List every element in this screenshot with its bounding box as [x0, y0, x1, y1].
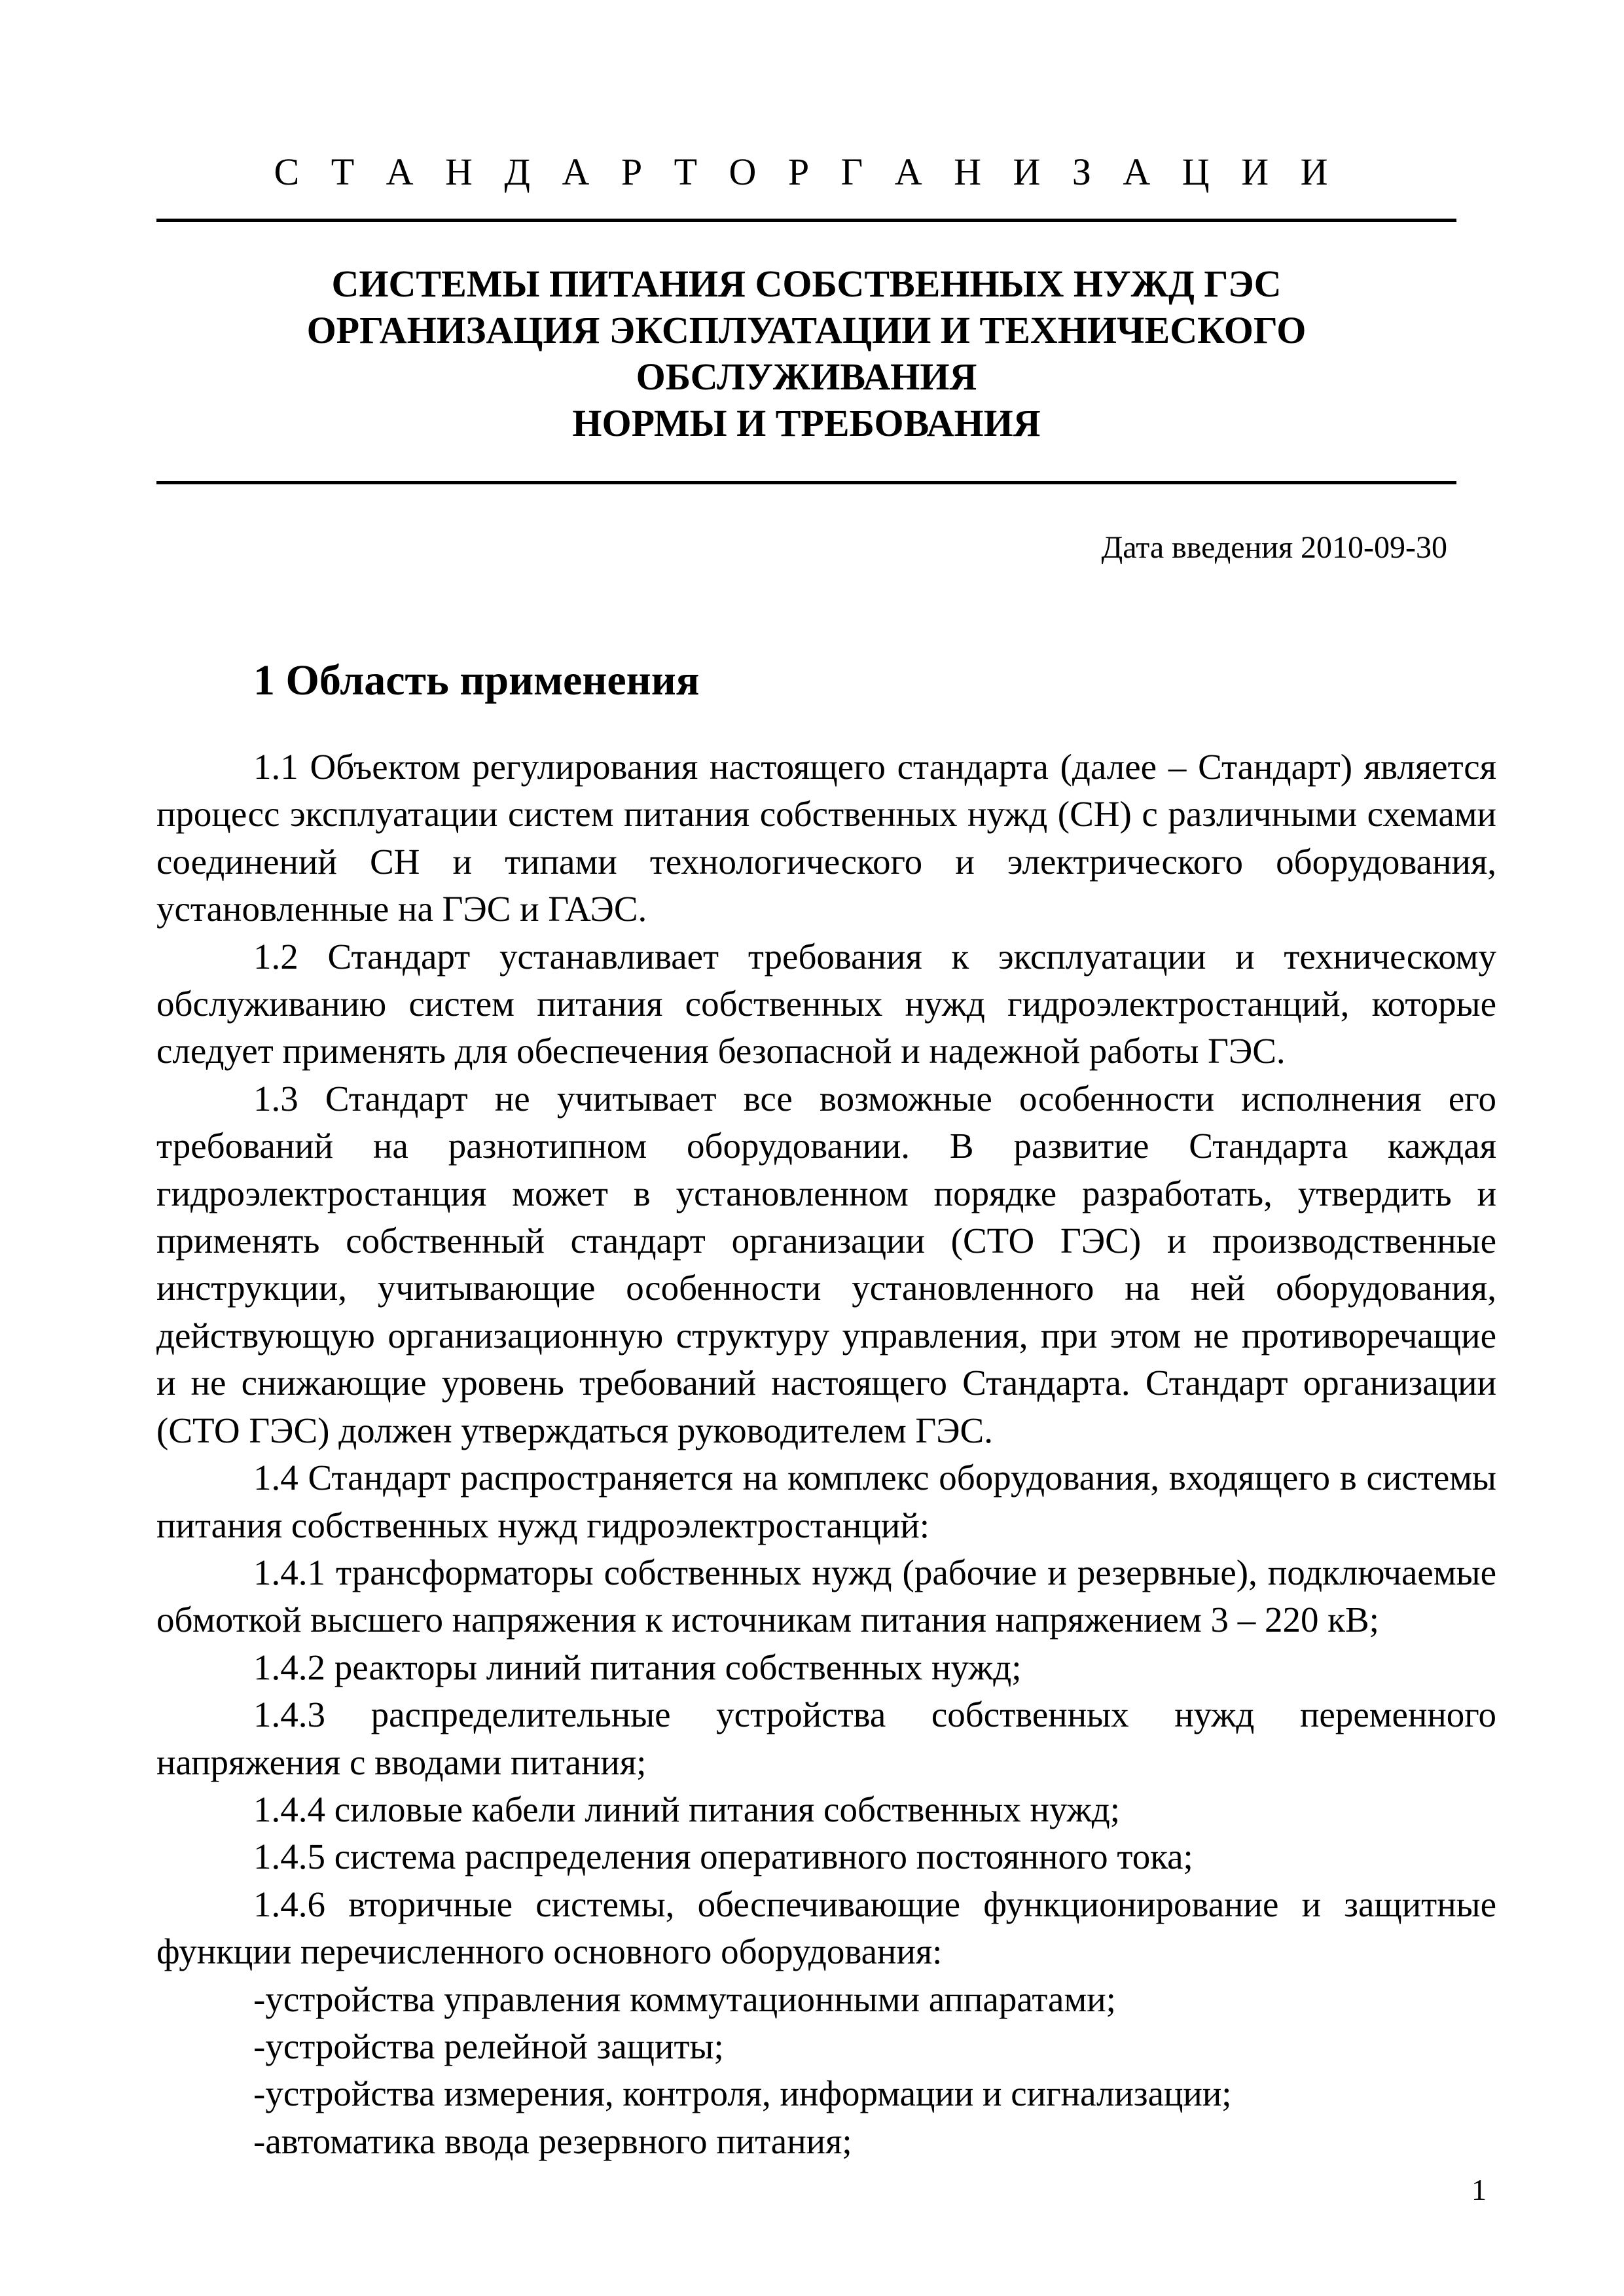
paragraph: 1.1 Объектом регулирования настоящего стандарта (далее – Стандарт) является процесс эксплуатации систем питания собственных нужд (СН) с различными схемами соединений СН и типами технологического и электрического оборудования, установленные на ГЭС и ГАЭС.: [156, 747, 1496, 929]
intro-date: Дата введения 2010-09-30: [1101, 530, 1447, 565]
paragraph: 1.4.5 система распределения оперативного постоянного тока;: [253, 1837, 1193, 1877]
body-text: [156, 744, 1496, 2165]
page-number: 1: [1471, 2173, 1487, 2206]
paragraph: 1.3 Стандарт не учитывает все возможные особенности исполнения его требований на разнотипном оборудовании. В развитие Стандарта каждая гидроэлектростанция может в установленном порядке разработать, утвердить и применять собственный стандарт организации (СТО ГЭС) и производственные инструкции, учитывающие особенности установленного на ней оборудования, действующую организационную структуру управления, при этом не противоречащие и не снижающие уровень требований настоящего Стандарта. Стандарт организации (СТО ГЭС) должен утверждаться руководителем ГЭС.: [156, 1078, 1496, 1450]
paragraph: 1.4.6 вторичные системы, обеспечивающие функционирование и защитные функции перечисленного основного оборудования:: [156, 1884, 1496, 1972]
paragraph: 1.4.4 силовые кабели линий питания собственных нужд;: [253, 1789, 1121, 1829]
section-heading: 1 Область применения: [253, 656, 700, 704]
paragraph: 1.4.1 трансформаторы собственных нужд (рабочие и резервные), подключаемые обмоткой высшего напряжения к источникам питания напряжением 3 – 220 кВ;: [156, 1552, 1496, 1640]
document-title: [156, 260, 1456, 446]
list-item: -автоматика ввода резервного питания;: [253, 2121, 852, 2161]
org-heading: С Т А Н Д А Р Т О Р Г А Н И З А Ц И И: [274, 151, 1339, 193]
paragraph: 1.2 Стандарт устанавливает требования к эксплуатации и техническому обслуживанию систем питания собственных нужд гидроэлектростанций, которые следует применять для обеспечения безопасной и надежной работы ГЭС.: [156, 936, 1496, 1071]
header-rule-top: [156, 219, 1456, 222]
header-rule-bottom: [156, 481, 1456, 484]
title-line: СИСТЕМЫ ПИТАНИЯ СОБСТВЕННЫХ НУЖД ГЭС: [331, 262, 1282, 305]
paragraph: 1.4.2 реакторы линий питания собственных нужд;: [253, 1647, 1022, 1687]
title-line: ОРГАНИЗАЦИЯ ЭКСПЛУАТАЦИИ И ТЕХНИЧЕСКОГО: [306, 309, 1307, 351]
paragraph: 1.4.3 распределительные устройства собственных нужд переменного напряжения с вводами питания;: [156, 1695, 1496, 1782]
list-item: -устройства управления коммутационными аппаратами;: [253, 1979, 1116, 2019]
title-line: ОБСЛУЖИВАНИЯ: [636, 355, 977, 398]
list-item: -устройства релейной защиты;: [253, 2026, 724, 2066]
list-item: -устройства измерения, контроля, информации и сигнализации;: [253, 2073, 1232, 2114]
paragraph: 1.4 Стандарт распространяется на комплекс оборудования, входящего в системы питания собственных нужд гидроэлектростанций:: [156, 1458, 1496, 1545]
title-line: НОРМЫ И ТРЕБОВАНИЯ: [572, 402, 1041, 444]
